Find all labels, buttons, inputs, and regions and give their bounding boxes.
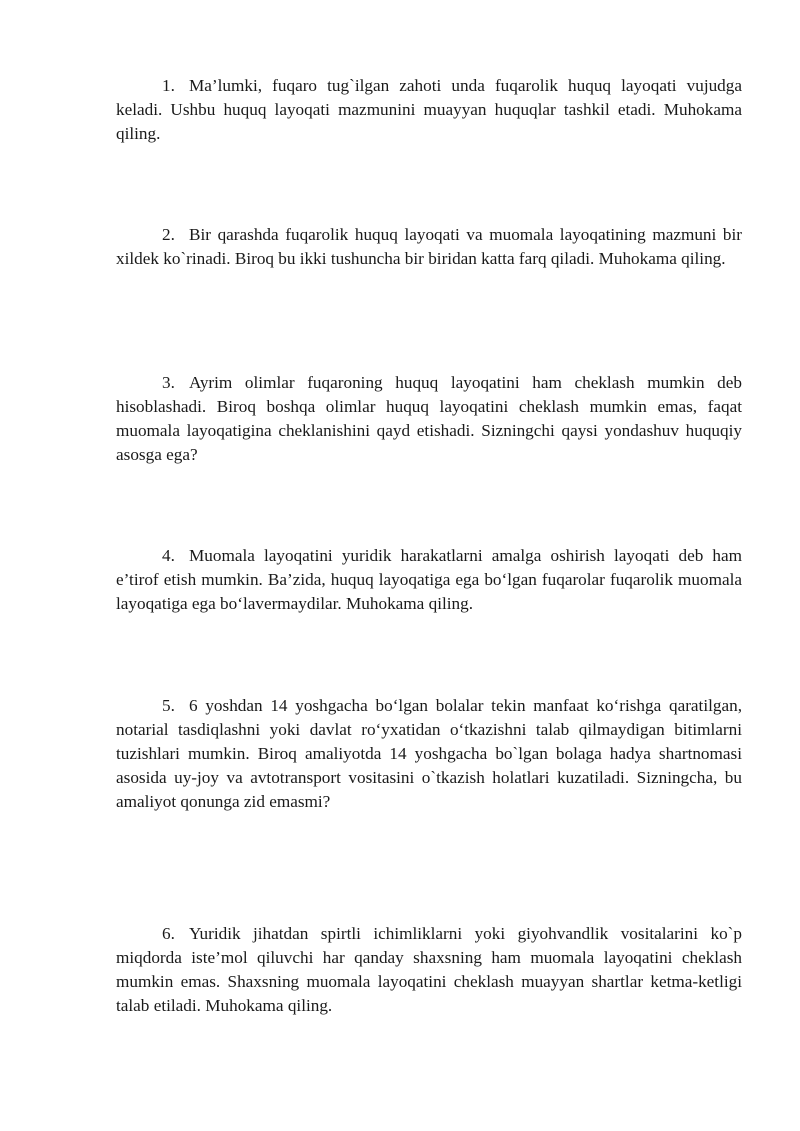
question-number: 4.: [162, 546, 175, 565]
question-number: 1.: [162, 76, 175, 95]
question-number: 2.: [162, 225, 175, 244]
question-6: [116, 922, 742, 1018]
question-3: [116, 371, 742, 467]
question-number: 3.: [162, 373, 175, 392]
question-text: Muomala layoqatini yuridik harakatlarni amalga oshirish layoqati deb ham e’tirof etish mumkin. Ba’zida, huquq layoqatiga ega bo‘lgan fuqarolar fuqarolik muomala layoqatiga ega bo‘lavermaydilar. Muhokama qiling.: [116, 546, 742, 613]
question-2: [116, 223, 742, 271]
question-text: Bir qarashda fuqarolik huquq layoqati va muomala layoqatining mazmuni bir xildek ko`rinadi. Biroq bu ikki tushuncha bir biridan katta farq qiladi. Muhokama qiling.: [116, 225, 742, 268]
question-number: 5.: [162, 696, 175, 715]
question-4: [116, 544, 742, 616]
question-5: [116, 694, 742, 814]
question-text: Ayrim olimlar fuqaroning huquq layoqatini ham cheklash mumkin deb hisoblashadi. Biroq boshqa olimlar huquq layoqatini cheklash mumkin emas, faqat muomala layoqatigina cheklanishini qayd etishadi. Sizningchi qaysi yondashuv huquqiy asosga ega?: [116, 373, 742, 464]
question-text: 6 yoshdan 14 yoshgacha bo‘lgan bolalar tekin manfaat ko‘rishga qaratilgan, notarial tasdiqlashni yoki davlat ro‘yxatidan o‘tkazishni talab qilmaydigan bitimlarni tuzishlari mumkin. Biroq amaliyotda 14 yoshgacha bo`lgan bolaga hadya shartnomasi asosida uy-joy va avtotransport vositasini o`tkazish holatlari kuzatiladi. Sizningcha, bu amaliyot qonunga zid emasmi?: [116, 696, 742, 811]
question-number: 6.: [162, 924, 175, 943]
question-text: Yuridik jihatdan spirtli ichimliklarni yoki giyohvandlik vositalarini ko`p miqdorda iste’mol qiluvchi har qanday shaxsning ham muomala layoqatini cheklash mumkin emas. Shaxsning muomala layoqatini cheklash muayyan shartlar ketma-ketligi talab etiladi. Muhokama qiling.: [116, 924, 742, 1015]
question-1: [116, 74, 742, 146]
question-text: Ma’lumki, fuqaro tug`ilgan zahoti unda fuqarolik huquq layoqati vujudga keladi. Ushbu huquq layoqati mazmunini muayyan huquqlar tashkil etadi. Muhokama qiling.: [116, 76, 742, 143]
